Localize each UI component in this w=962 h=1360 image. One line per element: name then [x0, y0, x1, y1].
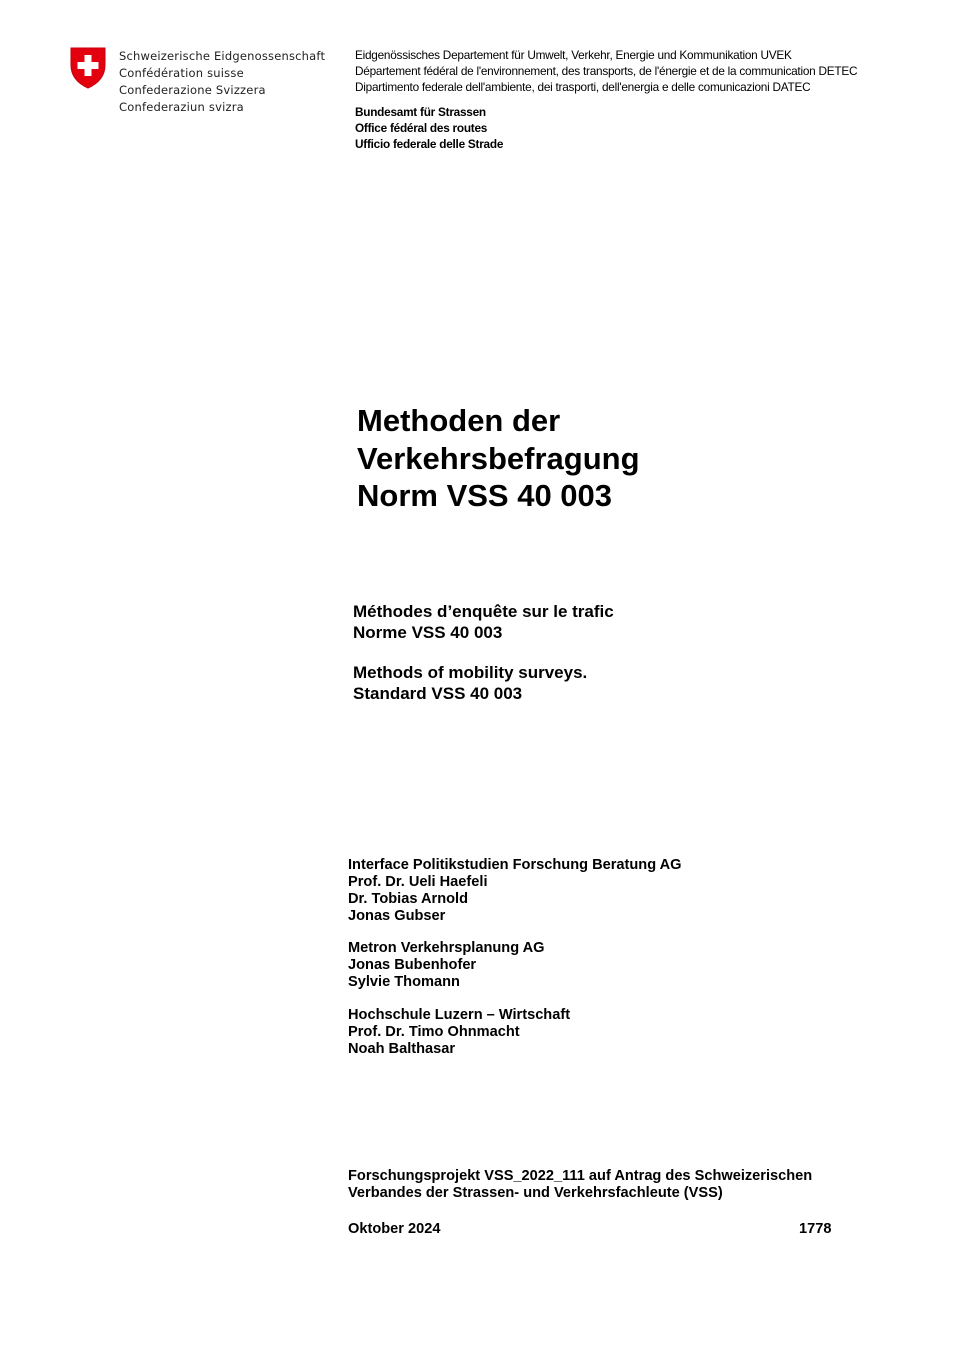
- title-line: Methoden der: [357, 403, 561, 438]
- department-name-fr: Département fédéral de l'environnement, des transports, de l'énergie et de la communication DETEC: [355, 64, 858, 79]
- author-group-metron: [348, 940, 545, 991]
- subtitle-line: Norme VSS 40 003: [353, 623, 503, 642]
- document-title: [357, 402, 640, 515]
- research-project-note: [348, 1168, 812, 1202]
- confederation-name-fr: Confédération suisse: [119, 66, 244, 80]
- swiss-cross-shield-icon: [70, 47, 106, 89]
- publication-date: Oktober 2024: [348, 1221, 441, 1237]
- confederation-name-de: Schweizerische Eidgenossenschaft: [119, 49, 326, 63]
- project-line: Forschungsprojekt VSS_2022_111 auf Antrag des Schweizerischen: [348, 1168, 813, 1184]
- author-name: Noah Balthasar: [348, 1041, 456, 1057]
- author-organization: Interface Politikstudien Forschung Beratung AG: [348, 857, 682, 873]
- author-name: Prof. Dr. Timo Ohnmacht: [348, 1024, 520, 1040]
- report-number: 1778: [799, 1221, 832, 1237]
- author-name: Sylvie Thomann: [348, 974, 460, 990]
- author-name: Jonas Bubenhofer: [348, 957, 477, 973]
- author-organization: Hochschule Luzern – Wirtschaft: [348, 1007, 571, 1023]
- office-name-fr: Office fédéral des routes: [355, 121, 488, 136]
- office-names: [355, 104, 503, 153]
- title-line: Norm VSS 40 003: [357, 478, 613, 513]
- author-name: Prof. Dr. Ueli Haefeli: [348, 874, 488, 890]
- subtitle-line: Méthodes d’enquête sur le trafic: [353, 602, 614, 621]
- confederation-name-rm: Confederaziun svizra: [119, 100, 244, 114]
- author-name: Jonas Gubser: [348, 908, 446, 924]
- project-line: Verbandes der Strassen- und Verkehrsfachleute (VSS): [348, 1185, 723, 1201]
- department-names: [355, 47, 857, 96]
- office-name-it: Ufficio federale delle Strade: [355, 137, 504, 152]
- title-line: Verkehrsbefragung: [357, 440, 640, 476]
- subtitle-french: [353, 601, 614, 643]
- author-name: Dr. Tobias Arnold: [348, 891, 468, 907]
- author-group-hslu: [348, 1007, 570, 1058]
- department-name-de: Eidgenössisches Departement für Umwelt, Verkehr, Energie und Kommunikation UVEK: [355, 48, 792, 62]
- subtitle-english: [353, 662, 587, 704]
- confederation-names: [119, 48, 325, 116]
- office-name-de: Bundesamt für Strassen: [355, 105, 486, 119]
- author-organization: Metron Verkehrsplanung AG: [348, 940, 545, 956]
- confederation-name-it: Confederazione Svizzera: [119, 83, 266, 97]
- author-group-interface: [348, 857, 682, 925]
- subtitle-line: Methods of mobility surveys.: [353, 663, 588, 682]
- department-name-it: Dipartimento federale dell'ambiente, dei trasporti, dell'energia e delle comunicazioni DATEC: [355, 80, 811, 95]
- subtitle-line: Standard VSS 40 003: [353, 684, 523, 703]
